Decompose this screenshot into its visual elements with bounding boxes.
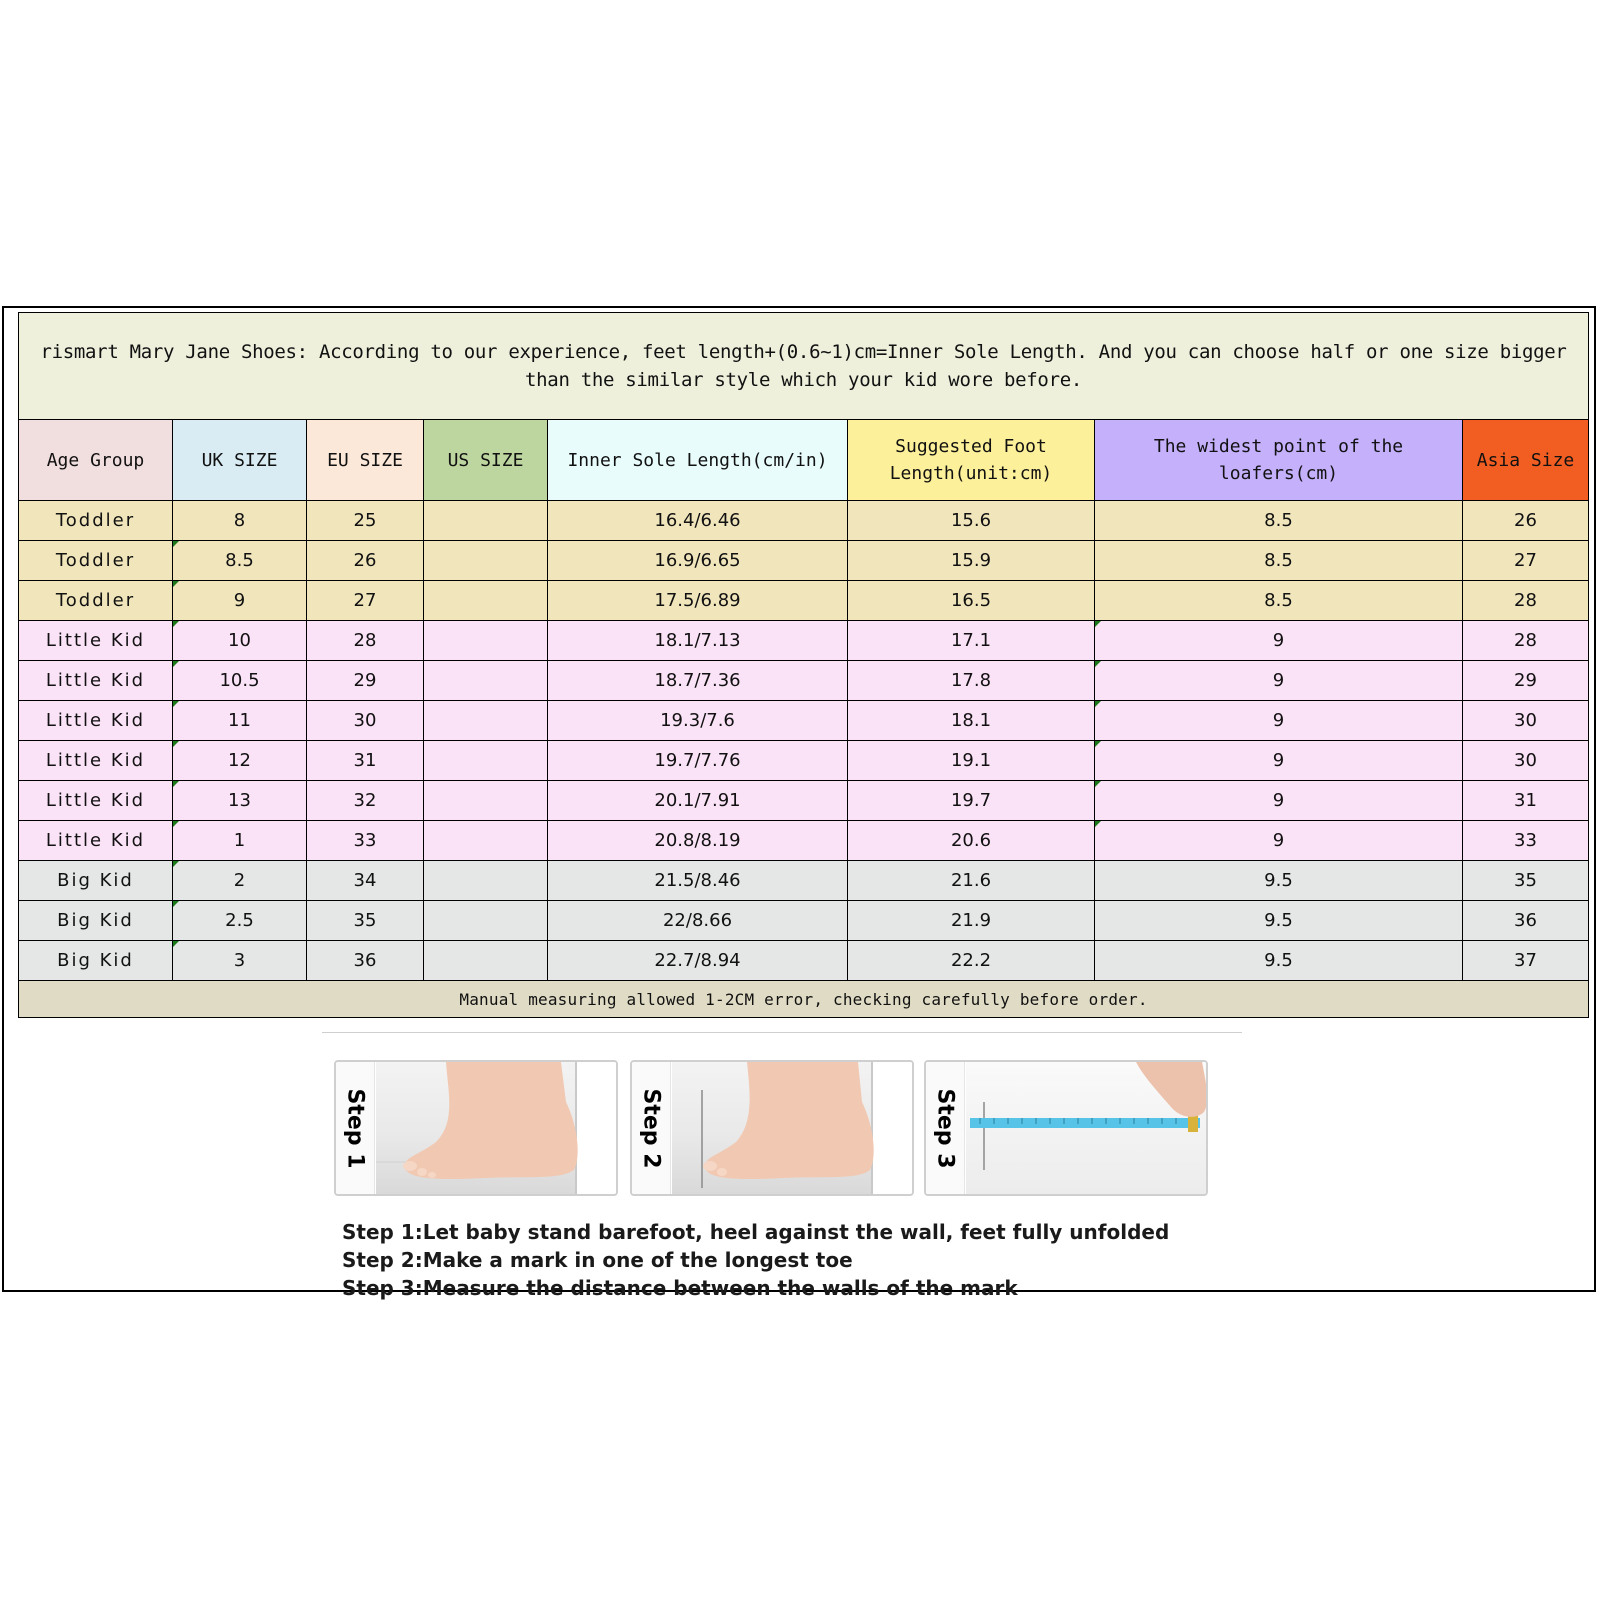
cell-us-size	[424, 501, 548, 541]
cell-suggested-foot-length: 16.5	[848, 581, 1095, 621]
table-row	[19, 701, 1589, 741]
cell-widest-point: 9	[1095, 821, 1463, 861]
cell-inner-sole-length: 16.9/6.65	[548, 541, 848, 581]
cell-age-group: Little Kid	[19, 781, 173, 821]
step-1-label: Step 1	[342, 1088, 368, 1168]
cell-us-size	[424, 861, 548, 901]
cell-inner-sole-length: 17.5/6.89	[548, 581, 848, 621]
cell-age-group: Big Kid	[19, 901, 173, 941]
size-chart-frame	[2, 306, 1596, 1300]
cell-widest-point: 8.5	[1095, 501, 1463, 541]
cell-suggested-foot-length: 21.9	[848, 901, 1095, 941]
cell-uk-size: 1	[173, 821, 307, 861]
cell-uk-size: 11	[173, 701, 307, 741]
cell-us-size	[424, 701, 548, 741]
cell-suggested-foot-length: 15.9	[848, 541, 1095, 581]
cell-inner-sole-length: 22.7/8.94	[548, 941, 848, 981]
cell-uk-size: 8	[173, 501, 307, 541]
cell-eu-size: 35	[307, 901, 424, 941]
cell-eu-size: 34	[307, 861, 424, 901]
step-1-card	[334, 1060, 618, 1196]
cell-asia-size: 35	[1463, 861, 1589, 901]
cell-widest-point: 8.5	[1095, 541, 1463, 581]
cell-inner-sole-length: 20.8/8.19	[548, 821, 848, 861]
table-row	[19, 661, 1589, 701]
table-row	[19, 741, 1589, 781]
table-row	[19, 941, 1589, 981]
intro-text: rismart Mary Jane Shoes: According to our experience, feet length+(0.6~1)cm=Inner Sole Length. And you can choose half or one size bigger than the similar style which your kid wore before.	[19, 313, 1589, 420]
cell-widest-point: 9	[1095, 621, 1463, 661]
cell-us-size	[424, 821, 548, 861]
cell-inner-sole-length: 22/8.66	[548, 901, 848, 941]
cell-inner-sole-length: 21.5/8.46	[548, 861, 848, 901]
cell-widest-point: 9	[1095, 781, 1463, 821]
cell-uk-size: 13	[173, 781, 307, 821]
measurement-steps	[334, 1060, 1224, 1206]
cell-asia-size: 37	[1463, 941, 1589, 981]
cell-suggested-foot-length: 17.8	[848, 661, 1095, 701]
cell-inner-sole-length: 19.3/7.6	[548, 701, 848, 741]
cell-suggested-foot-length: 21.6	[848, 861, 1095, 901]
cell-uk-size: 8.5	[173, 541, 307, 581]
separator-line	[322, 1032, 1242, 1033]
step-2-card	[630, 1060, 914, 1196]
cell-widest-point: 9.5	[1095, 941, 1463, 981]
cell-us-size	[424, 901, 548, 941]
cell-uk-size: 2	[173, 861, 307, 901]
measuring-tape-icon	[966, 1062, 1206, 1194]
cell-eu-size: 33	[307, 821, 424, 861]
cell-suggested-foot-length: 20.6	[848, 821, 1095, 861]
cell-suggested-foot-length: 19.7	[848, 781, 1095, 821]
table-row	[19, 621, 1589, 661]
cell-inner-sole-length: 19.7/7.76	[548, 741, 848, 781]
cell-eu-size: 26	[307, 541, 424, 581]
cell-uk-size: 9	[173, 581, 307, 621]
cell-eu-size: 27	[307, 581, 424, 621]
cell-us-size	[424, 661, 548, 701]
cell-suggested-foot-length: 19.1	[848, 741, 1095, 781]
cell-asia-size: 27	[1463, 541, 1589, 581]
table-row	[19, 861, 1589, 901]
cell-widest-point: 9	[1095, 741, 1463, 781]
cell-asia-size: 36	[1463, 901, 1589, 941]
cell-age-group: Big Kid	[19, 861, 173, 901]
cell-us-size	[424, 741, 548, 781]
cell-inner-sole-length: 18.1/7.13	[548, 621, 848, 661]
header-inner-sole-length: Inner Sole Length(cm/in)	[548, 420, 848, 501]
foot-marked-toe-icon	[672, 1062, 912, 1194]
instruction-step-3: Step 3:Measure the distance between the walls of the mark	[342, 1276, 1018, 1300]
cell-suggested-foot-length: 22.2	[848, 941, 1095, 981]
header-us-size: US SIZE	[424, 420, 548, 501]
instruction-step-1: Step 1:Let baby stand barefoot, heel against the wall, feet fully unfolded	[342, 1220, 1170, 1244]
table-row	[19, 541, 1589, 581]
cell-asia-size: 28	[1463, 581, 1589, 621]
table-row	[19, 501, 1589, 541]
cell-eu-size: 29	[307, 661, 424, 701]
cell-age-group: Big Kid	[19, 941, 173, 981]
header-asia-size: Asia Size	[1463, 420, 1589, 501]
cell-asia-size: 28	[1463, 621, 1589, 661]
cell-asia-size: 26	[1463, 501, 1589, 541]
cell-eu-size: 36	[307, 941, 424, 981]
cell-suggested-foot-length: 15.6	[848, 501, 1095, 541]
cell-eu-size: 28	[307, 621, 424, 661]
header-eu-size: EU SIZE	[307, 420, 424, 501]
cell-inner-sole-length: 16.4/6.46	[548, 501, 848, 541]
cell-uk-size: 3	[173, 941, 307, 981]
cell-age-group: Little Kid	[19, 701, 173, 741]
cell-asia-size: 30	[1463, 741, 1589, 781]
cell-asia-size: 31	[1463, 781, 1589, 821]
cell-asia-size: 29	[1463, 661, 1589, 701]
cell-age-group: Little Kid	[19, 741, 173, 781]
cell-us-size	[424, 541, 548, 581]
cell-age-group: Little Kid	[19, 621, 173, 661]
cell-age-group: Toddler	[19, 501, 173, 541]
instruction-step-2: Step 2:Make a mark in one of the longest toe	[342, 1248, 853, 1272]
table-row	[19, 581, 1589, 621]
size-table	[18, 312, 1589, 1018]
measuring-note: Manual measuring allowed 1-2CM error, checking carefully before order.	[19, 981, 1589, 1018]
header-widest-point: The widest point of the loafers(cm)	[1095, 420, 1463, 501]
cell-age-group: Toddler	[19, 581, 173, 621]
cell-eu-size: 25	[307, 501, 424, 541]
cell-us-size	[424, 581, 548, 621]
cell-inner-sole-length: 18.7/7.36	[548, 661, 848, 701]
header-uk-size: UK SIZE	[173, 420, 307, 501]
cell-widest-point: 9	[1095, 661, 1463, 701]
step-2-label: Step 2	[638, 1088, 664, 1168]
cell-widest-point: 9.5	[1095, 861, 1463, 901]
table-row	[19, 901, 1589, 941]
cell-age-group: Little Kid	[19, 821, 173, 861]
header-row	[19, 420, 1589, 501]
cell-uk-size: 12	[173, 741, 307, 781]
cell-widest-point: 9	[1095, 701, 1463, 741]
step-3-card	[924, 1060, 1208, 1196]
cell-us-size	[424, 781, 548, 821]
cell-asia-size: 33	[1463, 821, 1589, 861]
cell-widest-point: 8.5	[1095, 581, 1463, 621]
table-row	[19, 781, 1589, 821]
cell-suggested-foot-length: 18.1	[848, 701, 1095, 741]
table-row	[19, 821, 1589, 861]
cell-eu-size: 32	[307, 781, 424, 821]
cell-age-group: Little Kid	[19, 661, 173, 701]
measurement-instructions	[342, 1218, 1222, 1302]
cell-suggested-foot-length: 17.1	[848, 621, 1095, 661]
cell-age-group: Toddler	[19, 541, 173, 581]
cell-us-size	[424, 941, 548, 981]
cell-uk-size: 10	[173, 621, 307, 661]
step-3-label: Step 3	[932, 1088, 958, 1168]
cell-us-size	[424, 621, 548, 661]
cell-asia-size: 30	[1463, 701, 1589, 741]
header-age-group: Age Group	[19, 420, 173, 501]
cell-widest-point: 9.5	[1095, 901, 1463, 941]
cell-uk-size: 2.5	[173, 901, 307, 941]
cell-eu-size: 31	[307, 741, 424, 781]
cell-eu-size: 30	[307, 701, 424, 741]
cell-inner-sole-length: 20.1/7.91	[548, 781, 848, 821]
cell-uk-size: 10.5	[173, 661, 307, 701]
header-suggested-foot-length: Suggested Foot Length(unit:cm)	[848, 420, 1095, 501]
foot-against-wall-icon	[376, 1062, 616, 1194]
